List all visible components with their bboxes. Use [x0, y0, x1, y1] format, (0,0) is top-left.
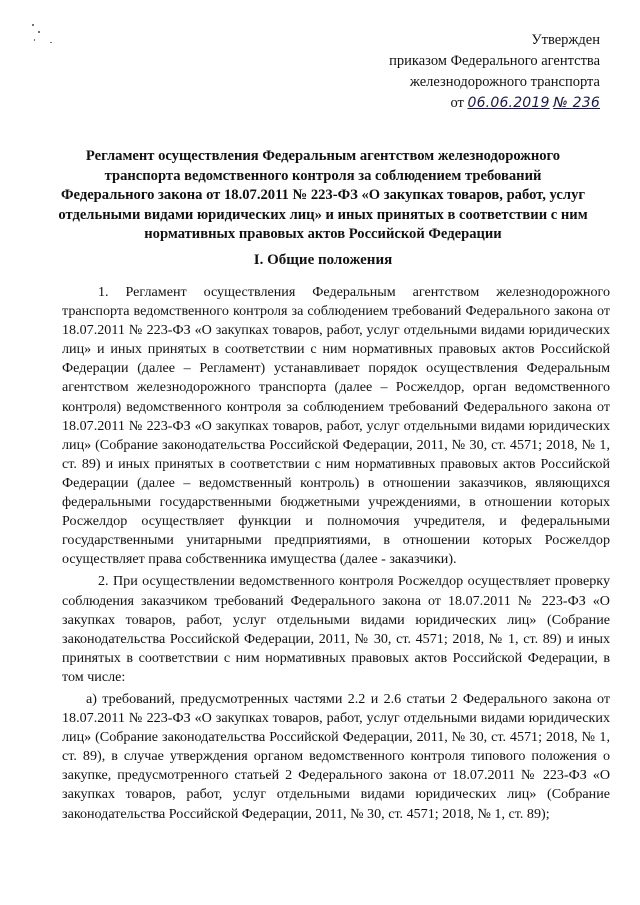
handwritten-number: № 236 — [553, 95, 600, 111]
paragraph-2: 2. При осуществлении ведомственного контроля Росжелдор осуществляет проверку соблюдения заказчиком требований Федерального закона от 18.07.2011 № 223-ФЗ «О закупках товаров, работ, услуг отдельными видами юридических лиц» (Собрание законодательства Российской Федерации, 2011, № 30, ст. 4571; 2018, № 1, ст. 89) и иных принятых в соответствии с ним нормативных правовых актов Российской Федерации, в том числе: — [62, 573, 610, 685]
paragraph-a: а) требований, предусмотренных частями 2.2 и 2.6 статьи 2 Федерального закона от 18.07.2011 № 223-ФЗ «О закупках товаров, работ, услуг отдельными видами юридических лиц» (Собрание законодательства Российской Федерации, 2011, № 30, ст. 4571; 2018, № 1, ст. 89), в случае утверждения органом ведомственного контроля типового положения о закупке, предусмотренного статьей 2 Федерального закона от 18.07.2011 № 223-ФЗ «О закупках товаров, работ, услуг отдельными видами юридических лиц» (Собрание законодательства Российской Федерации, 2011, № 30, ст. 4571; 2018, № 1, ст. 89); — [62, 690, 610, 822]
approval-ot-label: от — [450, 95, 464, 111]
paragraph-1: 1. Регламент осуществления Федеральным агентством железнодорожного транспорта ведомственного контроля за соблюдением требований Федерального закона от 18.07.2011 № 223-ФЗ «О закупках товаров, работ, услуг отдельными видами юридических лиц» и иных принятых в соответствии с ним нормативных правовых актов Российской Федерации (далее – Регламент) устанавливает порядок осуществления Федеральным агентством железнодорожного транспорта (далее – Росжелдор, орган ведомственного контроля) ведомственного контроля за соблюдением требований Федерального закона от 18.07.2011 № 223-ФЗ «О закупках товаров, работ, услуг отдельными видами юридических лиц» (Собрание законодательства Российской Федерации, 2011, № 30, ст. 4571; 2018, № 1, ст. 89) и иных принятых в соответствии с ним нормативных правовых актов Российской Федерации (далее – ведомственный контроль) в отношении заказчиков, являющихся федеральными государственными бюджетными учреждениями, в отношении которых Росжелдор осуществляет функции и полномочия учредителя, и федеральными государственными унитарными предприятиями, в отношении которых Росжелдор осуществляет права собственника имущества (далее - заказчики). — [62, 284, 610, 568]
title-line-5: нормативных правовых актов Российской Федерации — [144, 226, 502, 242]
approval-line-1: Утвержден — [531, 32, 600, 48]
document-title — [58, 147, 588, 245]
scan-speck — [38, 31, 40, 33]
approval-date-row — [340, 93, 600, 114]
document-body — [62, 283, 610, 827]
title-line-2: транспорта ведомственного контроля за соблюдением требований — [104, 167, 542, 184]
scan-speck — [50, 42, 52, 43]
approval-line-2: приказом Федерального агентства — [389, 53, 600, 69]
scan-speck — [32, 24, 34, 26]
approval-line-3: железнодорожного транспорта — [409, 74, 600, 90]
title-line-1: Регламент осуществления Федеральным агентством железнодорожного — [85, 148, 561, 164]
title-line-4: отдельными видами юридических лиц» и иных принятых в соответствии с ним — [58, 206, 588, 223]
title-line-3: Федерального закона от 18.07.2011 № 223-ФЗ «О закупках товаров, работ, услуг — [61, 187, 585, 203]
scan-speck — [34, 39, 35, 41]
handwritten-date: 06.06.2019 — [467, 95, 550, 111]
approval-block — [340, 30, 600, 114]
section-heading: I. Общие положения — [253, 252, 393, 268]
